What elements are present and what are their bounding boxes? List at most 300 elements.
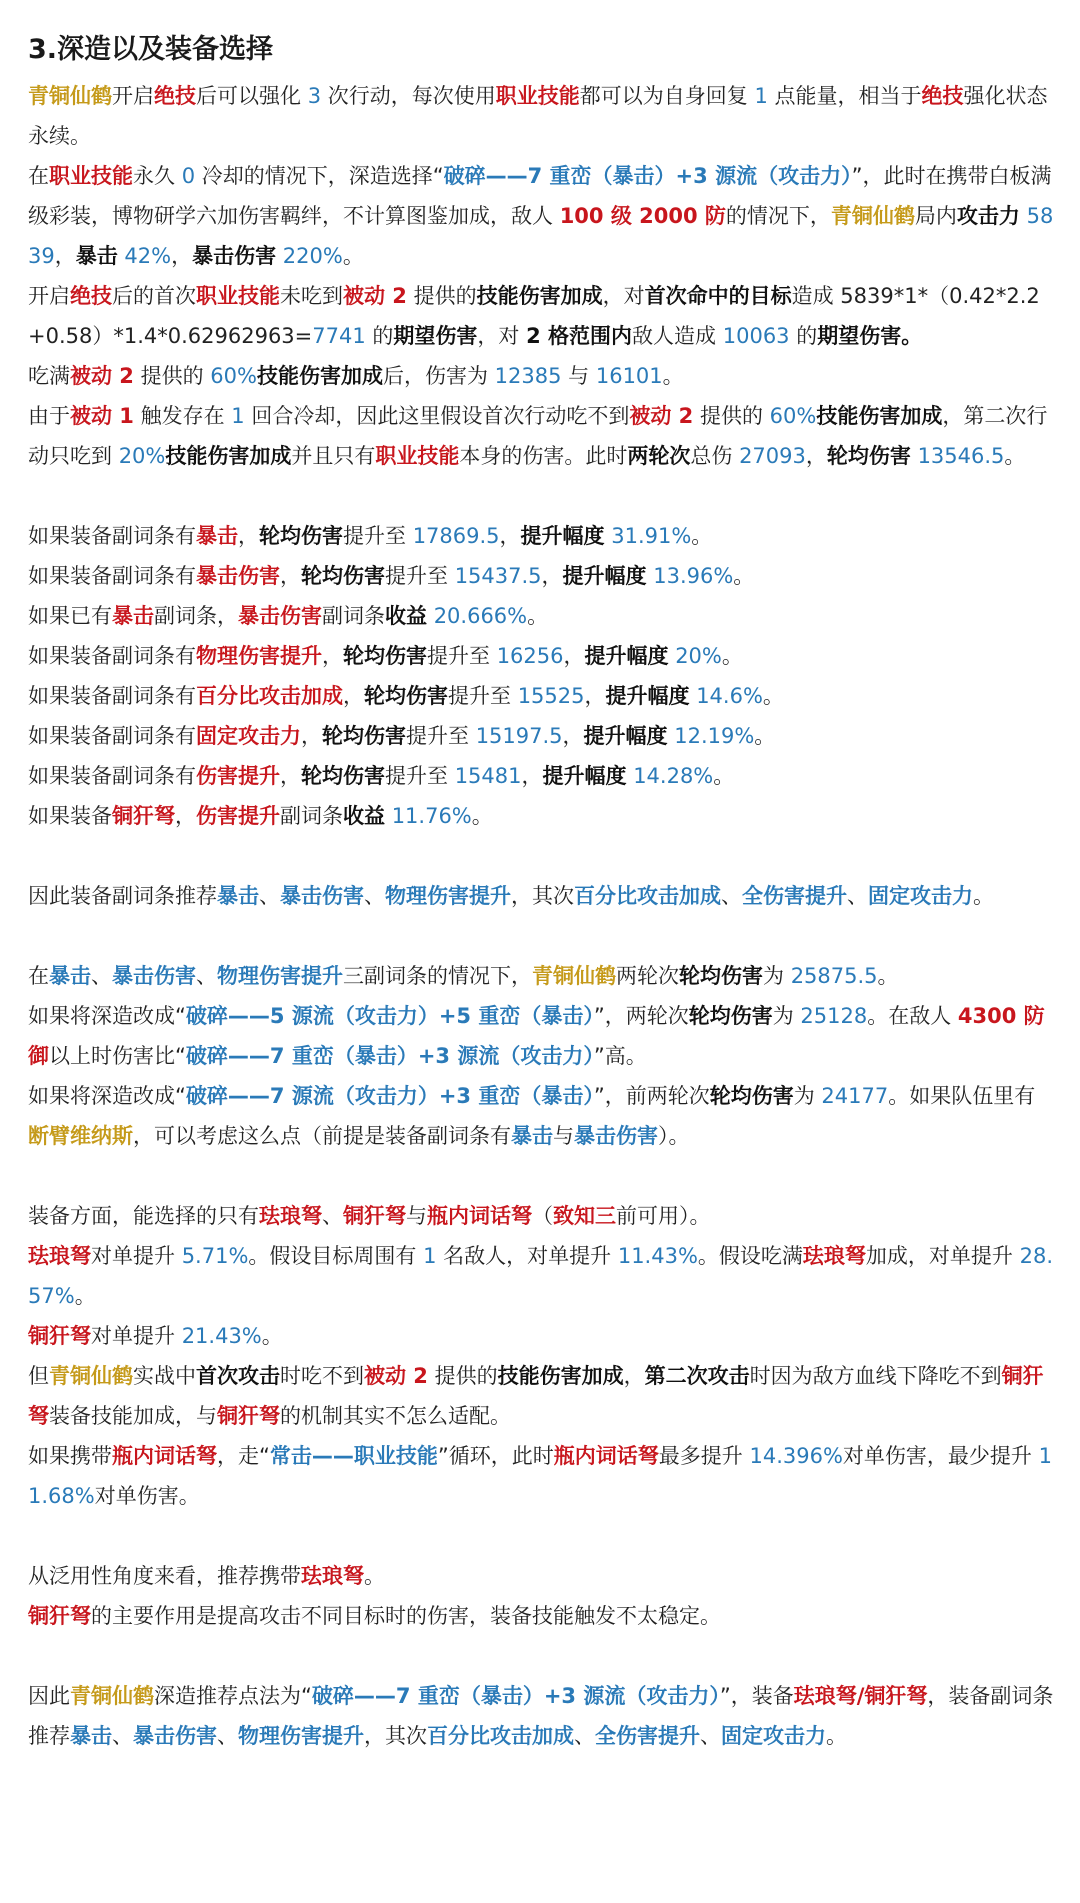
text-run: 对单提升 [91,1324,182,1348]
gold-name: 青铜仙鹤 [28,84,112,108]
text-run: 。 [721,644,743,668]
text-run: 因此装备副词条推荐 [28,884,217,908]
text-run: 以上时伤害比“ [49,1044,186,1068]
red-highlight: 暴击伤害 [196,564,280,588]
number-value: 17869.5 [412,524,500,548]
blue-highlight: 破碎——5 源流（攻击力）+5 重峦（暴击） [185,1004,594,1028]
text-run: 本身的伤害。此时 [459,444,628,468]
text-run: 。 [471,804,493,828]
text-run: 从泛用性角度来看，推荐携带 [28,1564,301,1588]
paragraph [28,1436,1054,1516]
bold-term: 两轮次 [627,444,691,468]
blue-highlight: 暴击 [217,884,259,908]
text-run: 。 [364,1564,385,1588]
number-value: 12385 [494,364,562,388]
text-run: 提供的 [427,1364,498,1388]
red-highlight: 瓶内词话弩 [553,1444,659,1468]
text-run: 。 [74,1284,96,1308]
text-run: 如果装备副词条有 [28,764,196,788]
bold-term: 首次攻击 [196,1364,280,1388]
text-run: 。 [973,884,994,908]
bold-term: 2 格范围内 [526,324,633,348]
text-run: 敌人造成 [632,324,723,348]
text-run: 如果装备副词条有 [28,724,196,748]
paragraph [28,156,1054,276]
paragraph [28,356,1054,396]
red-highlight: 珐琅弩 [802,1244,866,1268]
text-run: 冷却的情况下，深造选择“ [195,164,444,188]
text-run: 吃满 [28,364,70,388]
text-run: ”循环，此时 [437,1444,554,1468]
red-highlight: 伤害提升 [196,764,280,788]
text-run: ， [623,1364,645,1388]
text-run: 、 [700,1724,721,1748]
text-run: 提升至 [427,644,497,668]
text-run: 开启 [112,84,154,108]
text-run: ， [171,244,193,268]
number-value: 15197.5 [475,724,563,748]
text-run: 。 [733,564,755,588]
text-run: 副词条， [154,604,238,628]
text-run: 为 [772,1004,801,1028]
text-run: ， [175,804,196,828]
text-run: ， [563,644,585,668]
number-value: 25875.5 [790,964,878,988]
paragraph [28,1316,1054,1356]
text-run: ”，此时在携带白板满级彩装，博物研学六加伤害羁绊，不计算图鉴加成，敌人 [28,164,1052,228]
red-highlight: 暴击 [112,604,154,628]
text-run: 三副词条的情况下， [343,964,532,988]
bold-term: 轮均伤害 [679,964,763,988]
paragraph [28,756,1054,796]
blue-highlight: 破碎——7 重峦（暴击）+3 源流（攻击力） [185,1044,594,1068]
text-run: 提供的 [133,364,211,388]
text-run: ，对 [477,324,527,348]
text-run: 。 [662,364,684,388]
red-highlight: 百分比攻击加成 [196,684,343,708]
text-run: 最多提升 [658,1444,750,1468]
paragraph [28,1596,1054,1636]
paragraph [28,516,1054,556]
gold-name: 青铜仙鹤 [532,964,616,988]
red-highlight: 珐琅弩 [259,1204,322,1228]
text-run: 。 [691,524,713,548]
bold-term: 技能伤害加成 [476,284,603,308]
paragraph [28,876,1054,916]
text-run: ， [301,724,322,748]
text-run: ， [238,524,259,548]
bold-term: 轮均伤害 [301,564,385,588]
text-run: 提供的 [693,404,770,428]
text-run: 但 [28,1364,49,1388]
text-run: 。假设吃满 [697,1244,803,1268]
text-run: 回合冷却，因此这里假设首次行动吃不到 [244,404,630,428]
text-run: 。 [713,764,735,788]
paragraph [28,556,1054,596]
red-highlight: 职业技能 [196,284,280,308]
number-value: 13.96% [653,564,734,588]
number-value: 20% [675,644,722,668]
red-highlight: 绝技 [154,84,196,108]
red-highlight: 被动 1 [70,404,134,428]
text-run: 提升至 [385,564,455,588]
text-run: ，对 [602,284,645,308]
text-run [911,444,918,468]
number-value: 14.6% [696,684,763,708]
text-run: 。 [527,604,549,628]
number-value: 5.71% [181,1244,249,1268]
text-run: 。 [342,244,364,268]
red-highlight: 固定攻击力 [196,724,301,748]
number-value: 31.91% [611,524,692,548]
bold-term: 期望伤害。 [817,324,923,348]
text-run: 时吃不到 [280,1364,364,1388]
red-highlight: 铜犴弩 [28,1324,91,1348]
number-value: 1 [754,84,768,108]
text-run: 、 [196,964,217,988]
blue-highlight: 破碎——7 重峦（暴击）+3 源流（攻击力） [443,164,852,188]
number-value: 14.28% [633,764,714,788]
red-highlight: 职业技能 [375,444,460,468]
red-highlight: 致知三 [553,1204,616,1228]
text-run: 装备方面，能选择的只有 [28,1204,259,1228]
text-run [276,244,283,268]
text-run: 与 [553,1124,574,1148]
paragraph [28,1356,1054,1436]
text-run: 为 [763,964,791,988]
red-highlight: 物理伤害提升 [196,644,322,668]
text-run: 的 [365,324,394,348]
text-run: ， [521,764,543,788]
blue-highlight: 暴击伤害 [133,1724,217,1748]
text-run: 、 [217,1724,238,1748]
text-run: ”，装备 [719,1684,794,1708]
red-highlight: 被动 2 [70,364,134,388]
red-highlight: 铜犴弩 [217,1404,280,1428]
text-run [427,604,434,628]
bold-term: 轮均伤害 [259,524,343,548]
text-run: 提升至 [406,724,476,748]
number-value: 12.19% [674,724,755,748]
text-run: 在 [28,164,49,188]
text-run: ”，前两轮次 [593,1084,710,1108]
bold-term: 轮均伤害 [709,1084,794,1108]
red-highlight: 铜犴弩 [28,1364,1044,1428]
number-value: 15525 [517,684,585,708]
red-highlight: 职业技能 [495,84,580,108]
bold-term: 暴击伤害 [192,244,277,268]
text-run: 后可以强化 [196,84,308,108]
number-value: 1 [423,1244,437,1268]
blue-highlight: 破碎——7 源流（攻击力）+3 重峦（暴击） [185,1084,594,1108]
red-highlight: 珐琅弩 [301,1564,364,1588]
text-run: 。在敌人 [867,1004,958,1028]
text-run: 提升至 [448,684,518,708]
bold-term: 技能伤害加成 [497,1364,624,1388]
blue-highlight: 常击——职业技能 [269,1444,438,1468]
paragraph [28,1076,1054,1156]
paragraph [28,996,1054,1076]
text-run: 提升至 [385,764,455,788]
text-run: ， [322,644,343,668]
text-run: 局内 [914,204,957,228]
blue-highlight: 暴击伤害 [280,884,364,908]
number-value: 7741 [312,324,366,348]
text-run: 、 [574,1724,595,1748]
blue-highlight: 固定攻击力 [721,1724,826,1748]
text-run: ， [562,724,584,748]
paragraph [28,956,1054,996]
red-highlight: 伤害提升 [196,804,280,828]
text-run: 。如果队伍里有 [888,1084,1036,1108]
paragraph-spacer [28,1156,1054,1196]
red-highlight: 绝技 [70,284,112,308]
paragraph [28,1196,1054,1236]
text-run: 实战中 [133,1364,196,1388]
text-run: 。 [261,1324,283,1348]
article-body [28,76,1054,1756]
blue-highlight: 暴击 [70,1724,112,1748]
paragraph [28,676,1054,716]
bold-term: 技能伤害加成 [165,444,292,468]
red-highlight: 4300 防御 [28,1004,1045,1068]
text-run: 后，伤害为 [382,364,495,388]
text-run: ， [280,764,301,788]
paragraph [28,1236,1054,1316]
blue-highlight: 暴击伤害 [112,964,196,988]
text-run: ，可以考虑这么点（前提是装备副词条有 [133,1124,511,1148]
bold-term: 轮均伤害 [688,1004,773,1028]
text-run: ， [280,564,301,588]
blue-highlight: 全伤害提升 [595,1724,700,1748]
gold-name: 断臂维纳斯 [28,1124,133,1148]
red-highlight: 瓶内词话弩 [427,1204,532,1228]
text-run: 由于 [28,404,70,428]
blue-highlight: 物理伤害提升 [217,964,343,988]
text-run: ，第二次行动只吃到 [28,404,1048,468]
text-run: ”，两轮次 [593,1004,689,1028]
text-run: 、 [322,1204,343,1228]
number-value: 3 [307,84,322,108]
text-run: 对单伤害，最少提升 [842,1444,1039,1468]
number-value: 15481 [454,764,522,788]
number-value: 0 [181,164,196,188]
text-run: 在 [28,964,49,988]
paragraph [28,1556,1054,1596]
section-title: 3.深造以及装备选择 [28,34,274,65]
text-run: 。 [826,1724,847,1748]
number-value: 11.76% [391,804,472,828]
bold-term: 首次命中的目标 [644,284,792,308]
text-run: 都可以为自身回复 [579,84,755,108]
blue-highlight: 破碎——7 重峦（暴击）+3 源流（攻击力） [311,1684,720,1708]
number-value: 10063 [722,324,790,348]
bold-term: 第二次攻击 [644,1364,750,1388]
paragraph-spacer [28,1516,1054,1556]
text-run: ，走“ [217,1444,270,1468]
paragraph [28,796,1054,836]
red-highlight: 暴击 [196,524,238,548]
text-run: 如果装备副词条有 [28,524,196,548]
text-run: ， [499,524,521,548]
text-run: 因此 [28,1684,70,1708]
text-run: 、 [721,884,742,908]
blue-highlight: 全伤害提升 [742,884,847,908]
number-value: 1 [231,404,245,428]
text-run: ”高。 [593,1044,647,1068]
text-run: 副词条 [322,604,385,628]
red-highlight: 100 级 2000 防 [559,204,726,228]
paragraph [28,276,1054,356]
number-value: 11.68% [28,1444,1052,1508]
text-run: 。 [754,724,776,748]
text-run: 深造推荐点法为“ [154,1684,312,1708]
number-value: 16256 [496,644,564,668]
red-highlight: 铜犴弩 [28,1604,91,1628]
red-highlight: 职业技能 [49,164,133,188]
text-run: 的 [789,324,818,348]
text-run: 的机制其实不怎么适配。 [280,1404,511,1428]
number-value: 42% [124,244,172,268]
text-run: 如果已有 [28,604,112,628]
number-value: 27093 [739,444,806,468]
paragraph-spacer [28,916,1054,956]
number-value: 60% [769,404,817,428]
text-run: 时因为敌方血线下降吃不到 [749,1364,1002,1388]
text-run [1020,204,1027,228]
text-run: 次行动，每次使用 [321,84,496,108]
text-run: 触发存在 [133,404,232,428]
text-run: 点能量，相当于 [767,84,922,108]
red-highlight: 被动 2 [343,284,407,308]
text-run: 、 [847,884,868,908]
blue-highlight: 暴击 [511,1124,553,1148]
number-value: 20% [118,444,166,468]
paragraph-spacer [28,476,1054,516]
number-value: 21.43% [181,1324,262,1348]
text-run: 总伤 [690,444,740,468]
text-run: 、 [259,884,280,908]
red-highlight: 被动 2 [364,1364,428,1388]
bold-term: 轮均伤害 [322,724,406,748]
bold-term: 轮均伤害 [826,444,911,468]
gold-name: 青铜仙鹤 [70,1684,154,1708]
text-run: 强化状态永续。 [28,84,1048,148]
number-value: 25128 [800,1004,868,1028]
text-run: ， [343,684,364,708]
bold-term: 提升幅度 [562,564,647,588]
text-run: 、 [91,964,112,988]
text-run: 如果携带 [28,1444,112,1468]
text-run: 如果将深造改成“ [28,1084,186,1108]
text-run [385,804,392,828]
text-run: 名敌人，对单提升 [436,1244,618,1268]
paragraph-spacer [28,836,1054,876]
text-run: 。假设目标周围有 [248,1244,424,1268]
text-run: （ [532,1204,553,1228]
red-highlight: 铜犴弩 [112,804,175,828]
bold-term: 提升幅度 [520,524,605,548]
blue-highlight: 百分比攻击加成 [427,1724,574,1748]
text-run: ， [584,684,606,708]
bold-term: 收益 [385,604,427,628]
text-run: 副词条 [280,804,343,828]
number-value: 16101 [595,364,663,388]
number-value: 60% [210,364,257,388]
red-highlight: 暴击伤害 [238,604,322,628]
blue-highlight: 固定攻击力 [868,884,973,908]
paragraph [28,596,1054,636]
red-highlight: 珐琅弩/铜犴弩 [793,1684,928,1708]
number-value: 20.666% [433,604,528,628]
text-run: ， [541,564,563,588]
text-run: 造成 5839*1*（0.42*2.2+0.58）*1.4*0.62962963= [28,284,1040,348]
text-run: 如果装备副词条有 [28,644,196,668]
text-run: 如果装备 [28,804,112,828]
bold-term: 提升幅度 [542,764,627,788]
text-run: 。 [1004,444,1026,468]
paragraph [28,76,1054,156]
text-run: 与 [561,364,596,388]
text-run: 。 [877,964,899,988]
blue-highlight: 物理伤害提升 [238,1724,364,1748]
text-run: 并且只有 [291,444,376,468]
text-run: 两轮次 [616,964,679,988]
number-value: 28.57% [28,1244,1053,1308]
number-value: 11.43% [617,1244,698,1268]
red-highlight: 被动 2 [629,404,694,428]
text-run: 对单伤害。 [94,1484,200,1508]
number-value: 220% [282,244,343,268]
text-run: 。 [762,684,784,708]
blue-highlight: 物理伤害提升 [385,884,511,908]
text-run: ，其次 [511,884,574,908]
red-highlight: 绝技 [921,84,964,108]
bold-term: 提升幅度 [583,724,668,748]
paragraph [28,1676,1054,1756]
text-run: ， [805,444,827,468]
blue-highlight: 暴击 [49,964,91,988]
gold-name: 青铜仙鹤 [830,204,915,228]
bold-term: 暴击 [75,244,118,268]
red-highlight: 瓶内词话弩 [112,1444,217,1468]
text-run: 的情况下， [725,204,831,228]
bold-term: 攻击力 [956,204,1020,228]
text-run: 开启 [28,284,70,308]
text-run: 提供的 [406,284,477,308]
text-run: 为 [793,1084,822,1108]
blue-highlight: 百分比攻击加成 [574,884,721,908]
text-run: 对单提升 [91,1244,182,1268]
text-run: 与 [406,1204,427,1228]
text-run: ，装备副词条推荐 [28,1684,1054,1748]
text-run: 提升至 [343,524,413,548]
text-run: 如果装备副词条有 [28,564,196,588]
bold-term: 期望伤害 [393,324,478,348]
blue-highlight: 暴击伤害 [574,1124,658,1148]
text-run: 装备技能加成，与 [49,1404,217,1428]
number-value: 14.396% [749,1444,843,1468]
text-run: ， [54,244,76,268]
text-run: 如果将深造改成“ [28,1004,186,1028]
text-run: 前可用）。 [616,1204,711,1228]
text-run: ）。 [658,1124,690,1148]
paragraph [28,716,1054,756]
text-run: 未吃到 [280,284,343,308]
text-run: 、 [112,1724,133,1748]
gold-name: 青铜仙鹤 [49,1364,133,1388]
text-run: 的主要作用是提高攻击不同目标时的伤害，装备技能触发不太稳定。 [91,1604,721,1628]
